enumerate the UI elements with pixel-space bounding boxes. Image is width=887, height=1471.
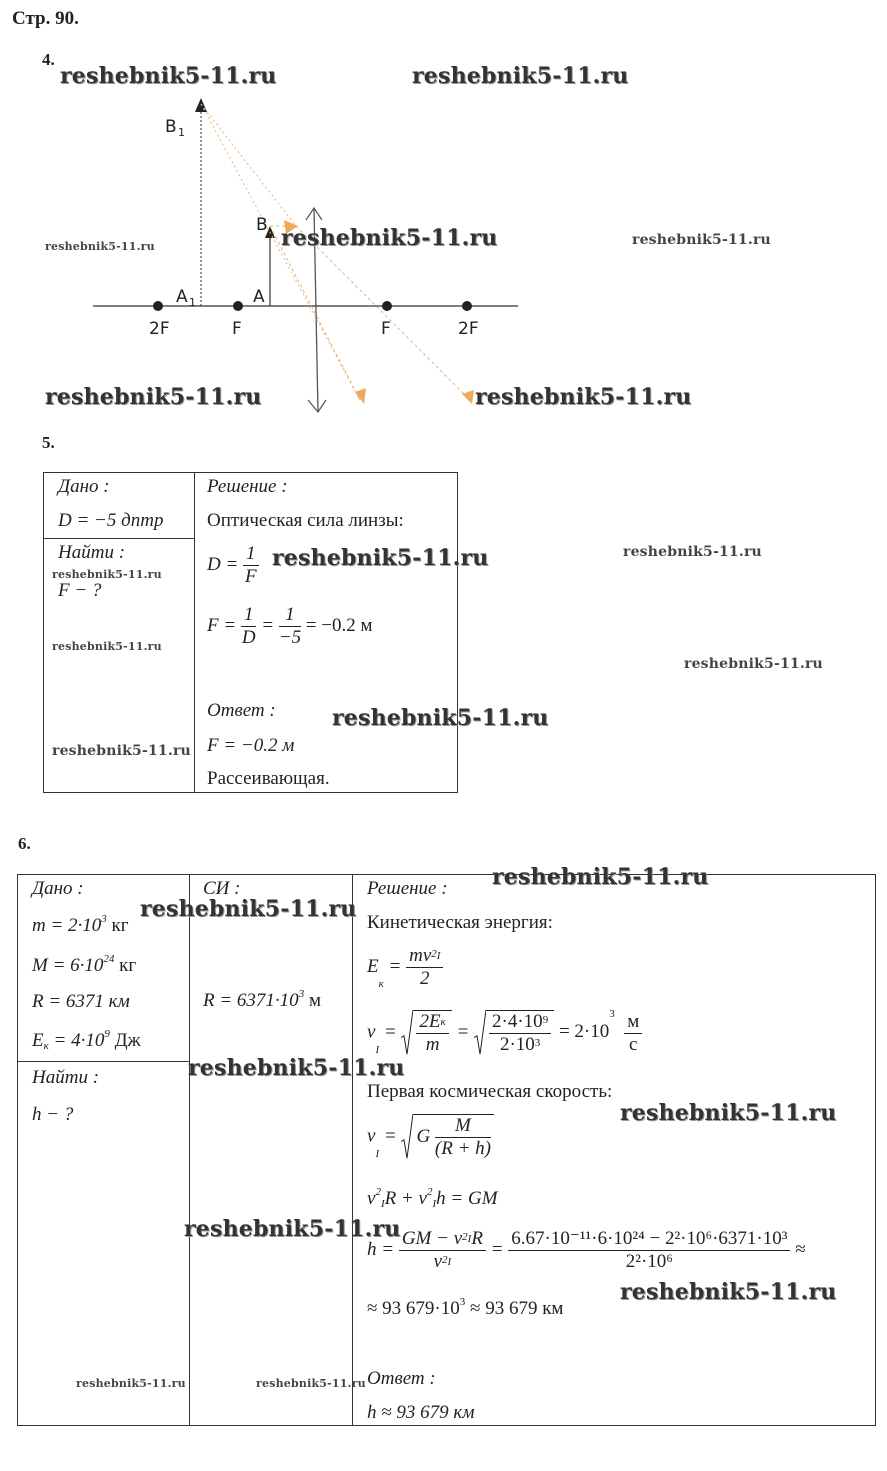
p6-given-M: $M = 6\cdot 10^{24}$ кг <box>32 953 137 976</box>
watermark: reshebnik5-11.ru <box>52 640 162 653</box>
p6-answer-title: Ответ : <box>367 1368 436 1389</box>
problem-6-number: 6. <box>18 834 31 853</box>
p5-find-title: Найти : <box>58 542 126 563</box>
watermark: reshebnik5-11.ru <box>60 63 277 89</box>
label-2f-left: 2F <box>149 319 170 339</box>
point-f-right <box>382 301 392 311</box>
p6-si-title: СИ : <box>203 878 241 899</box>
ray-arrow-3 <box>462 390 474 404</box>
watermark: reshebnik5-11.ru <box>140 896 357 922</box>
watermark: reshebnik5-11.ru <box>45 240 155 253</box>
p6-ek-formula: Eк = $\frac{mv^2I}{2}$ <box>367 945 443 990</box>
p6-given-E: Eк = $4\cdot 10^9$ Дж <box>32 1028 141 1052</box>
watermark: reshebnik5-11.ru <box>684 656 823 672</box>
watermark: reshebnik5-11.ru <box>76 1377 186 1390</box>
p5-line1: Оптическая сила линзы: <box>207 510 404 531</box>
lens-bottom-arrow <box>308 400 326 412</box>
problem-4-number: 4. <box>42 50 55 69</box>
p6-v-formula: vI = $\frac{2Eк}{m}$ = $\frac{2\cdot 4\cdot 10^9}{2\cdot 10^3}$ = $2\cdot 10^3$ $\frac{м}{с}$ <box>367 1010 642 1056</box>
label-f-left: F <box>232 319 242 339</box>
p6-vg-formula: vI = G $\frac{M}{(R + h)}$ <box>367 1114 494 1160</box>
p5-answer: F = −0.2 м <box>207 735 295 756</box>
watermark: reshebnik5-11.ru <box>188 1055 405 1081</box>
watermark: reshebnik5-11.ru <box>272 545 489 571</box>
label-a1-sub: 1 <box>189 296 196 309</box>
label-a1: A <box>176 287 188 307</box>
p6-answer: h ≈ 93 679 км <box>367 1402 475 1423</box>
label-b1: B <box>165 117 177 137</box>
ray-arrow-2 <box>355 388 366 404</box>
label-2f-right: 2F <box>458 319 479 339</box>
point-2f-left <box>153 301 163 311</box>
label-b1-sub: 1 <box>178 126 185 139</box>
watermark: reshebnik5-11.ru <box>52 568 162 581</box>
p6-kinetic-title: Кинетическая энергия: <box>367 912 553 933</box>
label-a: A <box>253 287 265 307</box>
p6-eq-line: $v^2IR + v^2Ih$ = GM <box>367 1186 498 1210</box>
watermark: reshebnik5-11.ru <box>623 544 762 560</box>
p5-answer2: Рассеивающая. <box>207 768 330 789</box>
p5-given-title: Дано : <box>58 476 110 497</box>
point-2f-right <box>462 301 472 311</box>
ray-2b <box>296 226 470 400</box>
p6-cosmic-title: Первая космическая скорость: <box>367 1081 613 1102</box>
watermark: reshebnik5-11.ru <box>492 864 709 890</box>
p6-given-R: R = 6371 км <box>32 991 130 1012</box>
p6-si-R: $R = 6371\cdot 10^3$ м <box>203 988 321 1011</box>
p6-h-approx: ≈ 93 $679\cdot 10^3 \approx 93$ 679 км <box>367 1296 564 1319</box>
p5-given: D = −5 дптр <box>58 510 164 531</box>
watermark: reshebnik5-11.ru <box>184 1216 401 1242</box>
watermark: reshebnik5-11.ru <box>620 1279 837 1305</box>
p5-answer-title: Ответ : <box>207 700 276 721</box>
p5-formula1: D = $\frac{1}{F}$ <box>207 543 257 587</box>
p6-given-title: Дано : <box>32 878 84 899</box>
watermark: reshebnik5-11.ru <box>620 1100 837 1126</box>
watermark: reshebnik5-11.ru <box>281 225 498 251</box>
watermark: reshebnik5-11.ru <box>475 384 692 410</box>
p6-find: h − ? <box>32 1104 74 1125</box>
p6-h-formula: h = $\frac{GM - v^2IR}{v^2I}$ = $\frac{\text{6.67·10⁻¹¹·6·10²⁴ − 2²·10⁶·6371·10³}}{\text{2²·10⁶}}$ ≈ <box>367 1228 806 1272</box>
watermark: reshebnik5-11.ru <box>412 63 629 89</box>
watermark: reshebnik5-11.ru <box>632 232 771 248</box>
label-b: B <box>256 215 268 235</box>
ray-ext-2 <box>201 104 360 400</box>
p6-find-title: Найти : <box>32 1067 100 1088</box>
watermark: reshebnik5-11.ru <box>332 705 549 731</box>
page-header: Стр. 90. <box>12 8 79 29</box>
p5-formula2: F = $\frac{1}{D}$ = $\frac{1}{-5}$ = −0.2 м <box>207 604 373 648</box>
watermark: reshebnik5-11.ru <box>52 743 191 759</box>
ray-ext-1 <box>201 104 296 226</box>
watermark: reshebnik5-11.ru <box>45 384 262 410</box>
watermark: reshebnik5-11.ru <box>256 1377 366 1390</box>
problem-5-number: 5. <box>42 433 55 452</box>
label-f-right: F <box>381 319 391 339</box>
p6-solution-title: Решение : <box>367 878 448 899</box>
p5-find: F − ? <box>58 580 102 601</box>
point-f-left <box>233 301 243 311</box>
p6-given-m: $m = 2\cdot 10^3$ кг <box>32 913 129 936</box>
p5-solution-title: Решение : <box>207 476 288 497</box>
